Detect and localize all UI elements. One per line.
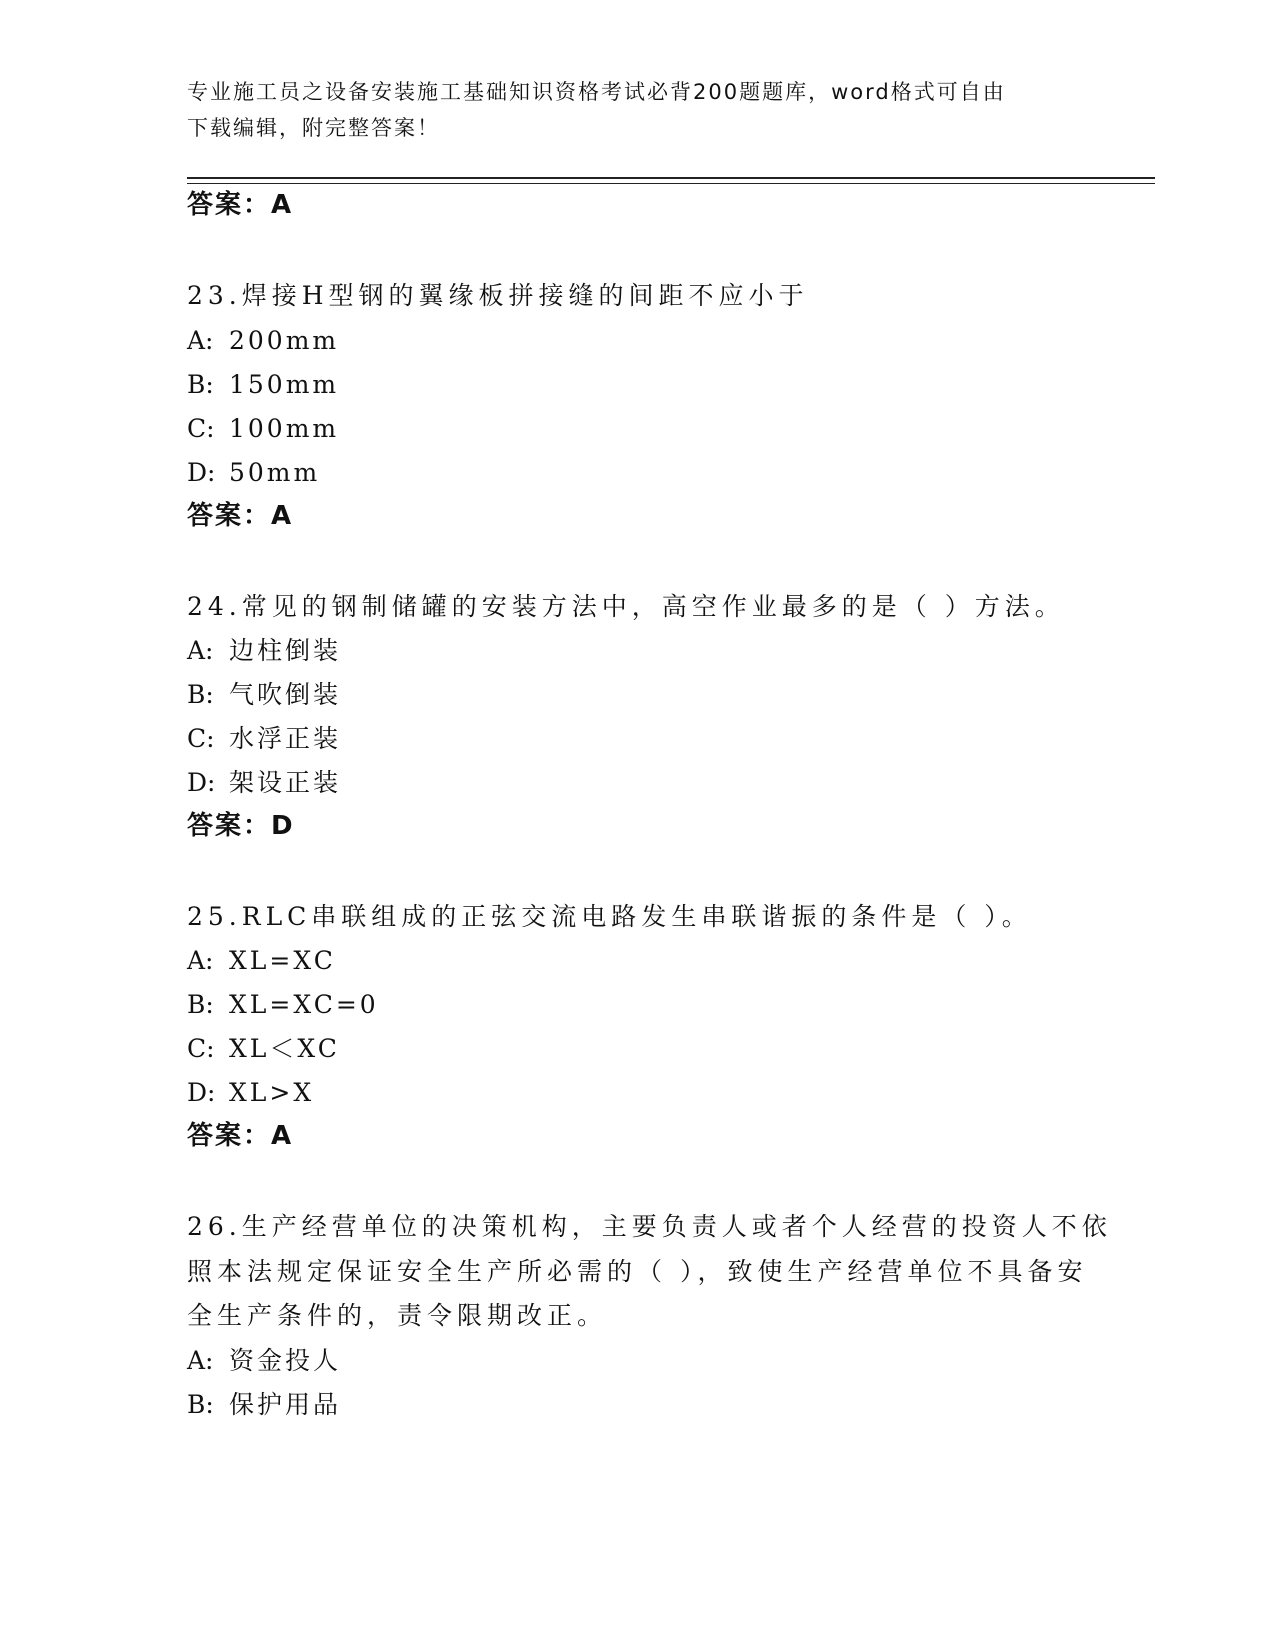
header-divider <box>187 177 1155 179</box>
question-26-option-a <box>187 1338 341 1383</box>
question-26-stem-line-1: 26.生产经营单位的决策机构，主要负责人或者个人经营的投资人不依 <box>187 1212 1112 1241</box>
option-text: 保护用品 <box>229 1390 342 1419</box>
option-label: C: <box>187 414 215 443</box>
question-26-stem-line-2: 照本法规定保证安全生产所必需的（ ），致使生产经营单位不具备安 <box>187 1257 1088 1286</box>
question-25-answer <box>187 1114 293 1159</box>
option-label: A: <box>187 636 214 665</box>
question-24-answer <box>187 804 295 849</box>
option-text: 架设正装 <box>229 768 342 797</box>
header-line-2: 下载编辑，附完整答案！ <box>187 116 440 140</box>
question-23-option-c <box>187 406 339 451</box>
answer-value: D <box>271 811 295 841</box>
answer-prefix: 答案： <box>187 1121 272 1151</box>
option-text: XL=XC=0 <box>229 990 379 1019</box>
answer-value: A <box>271 1121 294 1151</box>
question-24-option-d <box>187 760 341 805</box>
option-text: 水浮正装 <box>229 724 342 753</box>
option-label: B: <box>187 680 214 709</box>
document-header <box>187 74 1067 146</box>
question-25-option-d <box>187 1070 314 1115</box>
question-25-stem: 25.RLC串联组成的正弦交流电路发生串联谐振的条件是（ ）。 <box>187 902 1032 931</box>
question-23-option-d <box>187 450 320 495</box>
option-label: C: <box>187 724 215 753</box>
answer-value: A <box>271 501 294 531</box>
option-text: XL=XC <box>229 946 336 975</box>
question-24-option-b <box>187 672 341 717</box>
option-label: B: <box>187 370 214 399</box>
option-label: A: <box>187 1346 214 1375</box>
question-26-stem-line-3: 全生产条件的，责令限期改正。 <box>187 1301 608 1330</box>
header-line-1: 专业施工员之设备安装施工基础知识资格考试必背200题题库，word格式可自由 <box>187 80 1006 104</box>
option-text: 边柱倒装 <box>229 636 342 665</box>
answer-prefix: 答案： <box>187 811 272 841</box>
question-24-stem: 24.常见的钢制储罐的安装方法中，高空作业最多的是（ ）方法。 <box>187 592 1065 621</box>
question-25-option-b <box>187 982 379 1027</box>
question-24-option-c <box>187 716 341 761</box>
answer-prefix: 答案： <box>187 190 272 220</box>
option-text: 100mm <box>229 414 340 443</box>
option-label: A: <box>187 326 214 355</box>
previous-answer <box>187 183 293 228</box>
question-25-option-a <box>187 938 336 983</box>
answer-value: A <box>271 190 294 220</box>
option-label: D: <box>187 768 216 797</box>
option-text: 资金投人 <box>229 1346 342 1375</box>
option-label: D: <box>187 458 216 487</box>
option-text: 50mm <box>229 458 321 487</box>
option-text: XL>X <box>229 1078 315 1107</box>
question-23-answer <box>187 494 293 539</box>
option-text: 200mm <box>229 326 340 355</box>
question-23-option-a <box>187 318 339 363</box>
question-24-option-a <box>187 628 341 673</box>
answer-prefix: 答案： <box>187 501 272 531</box>
option-text: 气吹倒装 <box>229 680 342 709</box>
question-23-stem: 23.焊接H型钢的翼缘板拼接缝的间距不应小于 <box>187 281 809 310</box>
question-25-option-c <box>187 1026 340 1071</box>
option-text: 150mm <box>229 370 340 399</box>
option-label: A: <box>187 946 214 975</box>
option-label: B: <box>187 1390 214 1419</box>
header-divider-thin <box>187 183 1155 184</box>
option-label: C: <box>187 1034 215 1063</box>
option-label: B: <box>187 990 214 1019</box>
question-23-option-b <box>187 362 339 407</box>
option-text: XL＜XC <box>229 1034 340 1063</box>
option-label: D: <box>187 1078 216 1107</box>
question-26-option-b <box>187 1382 341 1427</box>
